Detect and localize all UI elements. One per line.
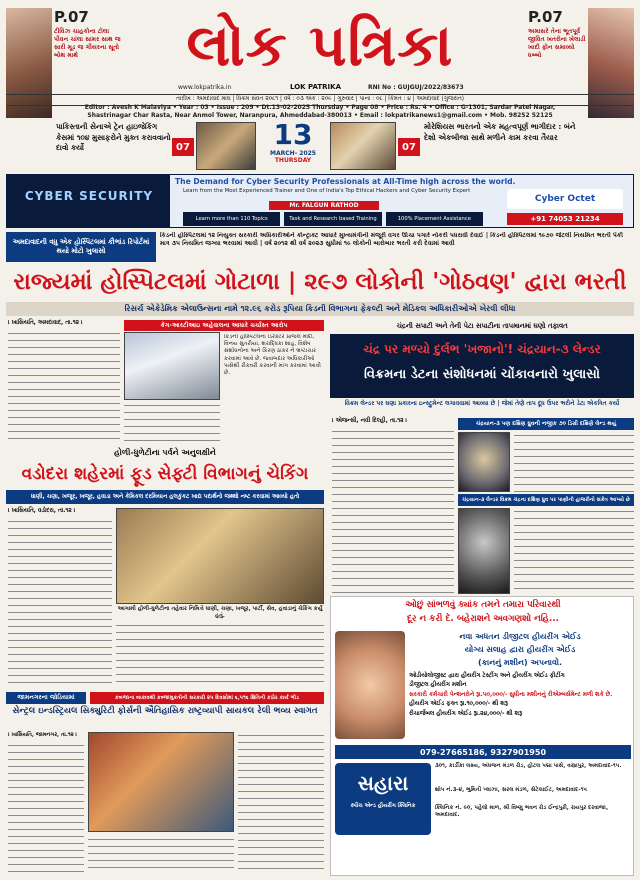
hearing-phone[interactable]: 079-27665186, 9327901950 [335,745,631,759]
left-teaser-text[interactable]: ટીવિઝ ચાહકોના ટોલા પીવન ચાંલા સામર સાથ જ સારી મૂડ જ ગીયરના સૂતો બોથ માથે [54,28,121,59]
vadodara-kicker[interactable]: હોળી-ધુળેટીના પર્વને અનુલક્ષીને [114,448,216,457]
hearing-bullet: હીયરીંગ એઈડ ફક્ત રૂા.૧૦,૦૦૦/- થી શરૂ [409,701,508,708]
left-teaser-page-no: P.07 [54,8,89,26]
cyber-ad-phone[interactable]: +91 74053 21234 [507,213,623,225]
lead-kicker-text[interactable]: કિડની હોસ્પિટલમાં ૧૨ નિયુક્ત સરકારી અધિકારીઓને કોન્ટ્રાક્ટ આધારે મુખ્યમંત્રીની મંજૂરી વગર ઊંચા પગારે નોકરી પધરાવી દેવાઈ | કિડની હોસ્પિટલમાં ૧૯૭૦ જેટલી નિયમિત ભરતી પૈકી માત્ર ૩૫ નિયમિત જગ્યા ભરવામાં આવી | વર્ષ ૨૦૧૨ થી વર્ષ ૨૦૨૩ સુધીમાં ૧૯ લોકોની બારોબાર ભરતી કરી દેવામાં આવી [160,232,624,247]
cyber-ad-point: Learn more than 110 Topics [183,212,280,226]
masthead-website[interactable]: www.lokpatrika.in [178,84,232,91]
masthead-date-line: તારીખ : અમદાવાદ માઘ | વિક્રમ સંવત ૨૦૮૧ | વર્ષ : ૦૩ અંક : ૨૦૯ | ગુરુવાર | પાના : ૦૮ | કિંમત : ૪ | અમદાવાદ (ગુજરાત) [6,94,634,106]
right-teaser-page-no: P.07 [528,8,563,26]
cyber-ad-sub: Learn from the Most Experienced Trainer and One of India's Top Ethical Hackers and Cyber Security Expert [183,188,471,194]
cisf-caption [88,836,234,874]
lead-byline: । ખાસિયતિ, અમદાવાદ, તા.૧૨ । [8,320,83,326]
hearing-bullets [409,673,631,718]
cisf-headline[interactable]: સેન્ટ્રલ ઇન્ડસ્ટ્રિયલ સિક્યુરિટી ફોર્સની ઐતિહાસિક રાષ્ટ્રવ્યાપી સાયકલ રેલી ભવ્ય સ્વાગત [12,706,318,716]
hearing-address-1: ૩૦૧, કાર્ડીકા લક્ષ્ય, અંધજન મંડળ રોડ, હોટલ પદ્મા પાસે, વસ્ત્રાપુર, અમદાવાદ-૧૫. [435,763,622,769]
masthead-title: લોક પત્રિકા [186,11,454,79]
masthead-subtitle: LOK PATRIKA [290,83,341,91]
moon-body-col1 [332,428,454,594]
masthead-rni: RNI No : GUJGUJ/2022/83673 [368,84,464,91]
cyber-ad-points [183,212,483,226]
cyber-ad-headline: The Demand for Cyber Security Professionals at All-Time high across the world. [175,177,516,186]
vadodara-photo[interactable] [116,508,324,604]
strip-right-story[interactable]: મોરેશિયસ ભારતનો એક મહત્વપૂર્ણ ભાગીદાર : બંને દેશો એકબીજા સાથે મળીને કામ કરવા તૈયાર [424,122,576,142]
strip-date-weekday: THURSDAY [274,157,312,164]
vadodara-byline: । ખાસિયતિ, વડોદરા, તા.૧૨ । [8,508,76,514]
strip-left-story[interactable]: પાકિસ્તાની સેનાએ ટ્રેન હાઇજેકિંગ કેસમાં ૧૦૪ મુસાફરોને મુક્ત કરાવવાનો દાવો કર્યો [56,122,171,152]
strip-date-day: 13 [273,118,313,151]
lead-photo-tag: કેગ-આરટીઆઇ અહેવાલના આધારે ચર્ચાસ્ત આરોપ [124,320,324,331]
vadodara-headline[interactable]: વડોદરા શહેરમાં ફૂડ સેફ્ટી વિભાગનું ચેકિંગ [21,464,309,484]
moon-body-col3 [514,508,634,594]
hearing-bullet: ઓડીયોલોજીસ્ટ દ્વારા હીયરીંગ ટેસ્ટીંગ અને હીયરીંગ એઈડ ફીટીંગ [409,673,565,679]
vadodara-photo-caption: આગામી હોળી-ધુળેટીના તહેવાર નિમિત્તે ધાણી, ચણા, ખજૂર, પાર્ટી, સેવ, હવાડાનું ચેકિંગ કર્યું હતું. [117,606,323,619]
hearing-bullet: રીચાર્જેબલ હીયરીંગ એઈડ રૂા.૨૪,૦૦૦/- થી શરૂ [409,710,523,717]
hearing-line-2: યોગ્ય સલાહ દ્વારા હીયરીંગ એઈડ [464,645,576,654]
hearing-brand-box [335,763,431,835]
lead-photo[interactable] [124,332,220,400]
hearing-brand: સહારા [357,771,409,795]
hearing-ear-photo [335,631,405,739]
hearing-ad-headline-1: ઓછું સાંભળવું ક્યાંક તમને તમારા પરિવારથી [405,600,561,610]
vadodara-subhead[interactable]: ધાણી, ચણા, ખજૂર, ખજૂર, હવાડા અને કેમિકલ દરમિયાન હલકુંકટ ખાદ્ય પદાર્થનો જથ્થો નષ્ટ કરવામાં આવ્યો હતો [6,490,324,504]
cyber-ad-point: Task and Research based Training [284,212,381,226]
hearing-brand-sub: સ્પીચ એન્ડ હીયરીંગ ક્લિનિક [350,803,416,809]
cyber-ad-point: 100% Placement Assistance [386,212,483,226]
hearing-bullet: ડીજીટલ હીયરીંગ મશીન [409,682,467,689]
vadodara-body-col2 [116,622,324,688]
moon-headline-2: વિક્રમના ડેટના સંશોધનમાં ચોંકાવનારો ખુલાસો [363,367,601,382]
lead-kicker-box[interactable]: અમદાવાદની વધુ એક હોસ્પિટલમાં કૌભાંડ રિપોર્ટમાં થયો મોટો ખુલાસો [6,232,156,262]
moon-kicker[interactable]: ચંદ્રની સપાટી અને તેની પેટા સપાટીના તાપમાનમાં ઘણો તફાવત [396,321,568,330]
cisf-byline: । ખાસિયતિ, જામનગર, તા.૧૨ । [8,732,77,738]
hearing-ad-top[interactable] [330,596,634,876]
cisf-photo[interactable] [88,732,234,832]
cisf-kicker[interactable]: જામનગરના જોડિયામાં [6,692,86,704]
lead-headline[interactable]: રાજ્યમાં હોસ્પિટલમાં ગોટાળા | ૨૯૭ લોકોની 'ગોઠવણ' દ્વારા ભરતી [13,269,627,295]
cisf-body-col2 [238,732,324,874]
lead-subhead[interactable]: રિસર્ચ એકેડેમિક એલાઉન્સના નામે ૧૨.૯૬ કરોડ રૂપિયા કિડની વિભાગના ફેકલ્ટી અને મેડિકલ અધિકારીઓએ ખેરવી લીધા [6,302,634,316]
right-teaser-text[interactable]: અમાસરે તેના ભૂતપૂર્વ જીવિત ખતરોના ખેલાડી ખાદી ફોન સમાવ્યો ધબ્બો [528,28,586,59]
strip-left-page-badge[interactable]: 07 [172,138,194,156]
moon-box1: ચંદ્રયાન-૩ પણ દક્ષિણ ધ્રુવની નજીક ૭૦ ડિગ્રી દક્ષિણે લેન્ડ થયું [458,418,634,430]
lead-body-col2 [124,402,220,442]
moon-body-col2 [514,432,634,492]
hearing-bullet: સરકારી કર્મચારી પેન્શનરોને રૂા.૫૦,૦૦૦/- સુધીના મશીનનું રીએમ્બર્સમેન્ટ મળી શકે છે. [409,691,613,698]
strip-right-photo[interactable] [330,122,396,170]
hearing-line-3: (કાનનું મશીન) અપનાવો. [477,658,563,667]
moon-byline: । એજન્સી, નવી દિલ્હી, તા.૧૨ । [332,418,408,424]
moon-rover-photo[interactable] [458,432,510,492]
moon-surface-photo[interactable] [458,508,510,594]
strip-date-box [262,120,324,172]
hearing-line-1: નવા અધતન ડીજીટલ હીયરીંગ એઈડ [459,632,581,641]
strip-date-month: MARCH- 2025 [270,150,316,157]
masthead-editor-line: Editor : Avesh K Malaviya • Year : 03 • Issue : 209 • Dt.13-02-2025 Thursday • Page 08 • Price : Rs. 4 • Office : G-1301, Sardar Patel Nagar, [84,104,556,111]
moon-headline-box[interactable] [330,334,634,398]
masthead-address-line: Shastrinagar Char Rasta, Near Anmol Tower, Naranpura, Ahmeddabad-380013 • Email : lokpatrikanews1@gmail.com • Mob. 98252 52125 [87,112,553,119]
cisf-kicker-2[interactable]: કબજાના બાકાવથી કબ્જામુકતીની સરકારી ૨૫ દિવસોમાં ૬,૫૧૬ ક્ષિતિની કઠોર કાર્ય ભીડ [90,692,324,704]
cyber-ad-trainer: Mr. FALGUN RATHOD [269,201,379,210]
hearing-address-3: ક્લિનિક નં. ૯૦, પહેલો માળ, શ્રી વિષ્ણુ ભવન રોડ ઈન્દ્રપુરી, રાયપુર દરવાજા, અમદાવાદ. [435,805,609,819]
moon-box2: ચંદ્રયાન-૩ લેન્ડર વિક્રમ ચંદ્રના દક્ષિણ ધ્રુવ પર પાણીની હાજરીનો સંકેત આપ્યો છે [458,494,634,506]
moon-headline-1: ચંદ્ર પર મળ્યો દુર્લભ 'ખજાનો'! ચંદ્રયાન-૩ લેન્ડર [363,342,601,356]
hearing-ad-headline-2: દૂર ન કરી દે. બહેરાશને અવગણશો નહિ... [407,614,559,624]
cyber-ad-brand: Cyber Octet [507,189,623,209]
strip-right-page-badge[interactable]: 07 [398,138,420,156]
cyber-ad-banner: CYBER SECURITY [24,189,154,203]
moon-subhead[interactable]: વિક્રમ લેન્ડર પર ઘણા પ્રકારના ઇન્સ્ટ્રુમેન્ટ લગાવવામાં આવ્યા છે | જેમાં તેણે તાપ દૂધ ઉપર ભરીને ડેટા એકત્રિત કર્યો [344,400,620,407]
lead-photo-caption: કિડની હોસ્પિટલના ડિરેક્ટર પ્રાંજલ મોદી, વિનય સુતરીયા, શરાદ્ધિકા શાહ, વિશેષ સંશોધનોના અને કિરણ ઠાકર ને ભ્રષ્ટાચાર કરવામાં આવે છે. જવાબદાર અધિકારીઓ પાસેથી રીકવરી કરવાની માંગ કરવામાં આવી છે. [224,334,321,377]
cyber-ad[interactable] [6,174,634,228]
strip-left-photo[interactable] [196,122,256,170]
cisf-body-col1 [8,742,84,874]
lead-body-col1 [8,330,120,442]
vadodara-body-col1 [8,518,112,688]
hearing-address-2: શોપ નં.૩-૪, ભુમિતી પ્લાઝા, સરલ મંડળ, સેટેલાઈટ, અમદાવાદ-૧૫ [435,787,587,793]
